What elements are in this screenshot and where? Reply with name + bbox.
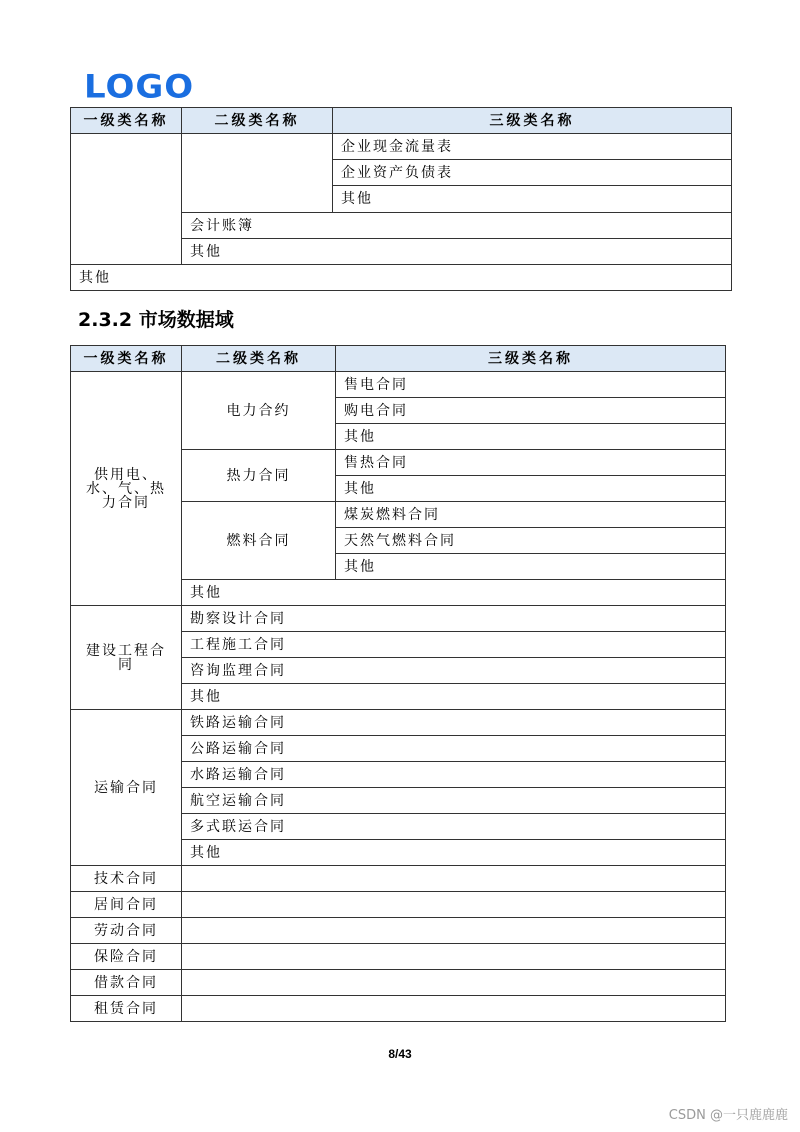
empty-cell xyxy=(182,996,726,1022)
level2-cell: 工程施工合同 xyxy=(182,632,726,658)
empty-cell xyxy=(182,970,726,996)
section-heading: 2.3.2 市场数据域 xyxy=(78,309,234,331)
table-row xyxy=(71,606,726,632)
level2-cell: 航空运输合同 xyxy=(182,788,726,814)
level3-cell: 购电合同 xyxy=(336,398,726,424)
empty-cell xyxy=(182,944,726,970)
level1-cell: 建设工程合同 xyxy=(71,606,182,710)
level1-cell xyxy=(71,134,182,265)
level3-cell: 其他 xyxy=(336,476,726,502)
header-level3: 三级类名称 xyxy=(336,346,726,372)
empty-cell xyxy=(182,892,726,918)
level3-cell: 企业现金流量表 xyxy=(333,134,732,160)
level2-cell: 其他 xyxy=(182,580,726,606)
empty-cell xyxy=(182,918,726,944)
level2-cell: 热力合同 xyxy=(182,450,336,502)
level2-cell xyxy=(182,134,333,213)
level1-cell: 供用电、水、气、热力合同 xyxy=(71,372,182,606)
level2-cell: 铁路运输合同 xyxy=(182,710,726,736)
logo: LOGO xyxy=(84,68,195,106)
table-row xyxy=(71,918,726,944)
table-row xyxy=(71,944,726,970)
header-level2: 二级类名称 xyxy=(182,346,336,372)
level2-cell: 水路运输合同 xyxy=(182,762,726,788)
level3-cell: 企业资产负债表 xyxy=(333,160,732,186)
level1-cell: 保险合同 xyxy=(71,944,182,970)
level2-cell: 其他 xyxy=(182,239,732,265)
category-table-1 xyxy=(70,107,732,291)
level2-cell: 咨询监理合同 xyxy=(182,658,726,684)
header-level1: 一级类名称 xyxy=(71,108,182,134)
level3-cell: 煤炭燃料合同 xyxy=(336,502,726,528)
table-row xyxy=(71,134,732,160)
table-row xyxy=(71,265,732,291)
empty-cell xyxy=(182,866,726,892)
level1-cell: 运输合同 xyxy=(71,710,182,866)
level3-cell: 售电合同 xyxy=(336,372,726,398)
watermark: CSDN @一只鹿鹿鹿 xyxy=(668,1108,788,1123)
level1-cell: 劳动合同 xyxy=(71,918,182,944)
level1-cell: 其他 xyxy=(71,265,732,291)
header-level1: 一级类名称 xyxy=(71,346,182,372)
level3-cell: 其他 xyxy=(336,554,726,580)
level2-cell: 会计账簿 xyxy=(182,213,732,239)
level1-cell: 借款合同 xyxy=(71,970,182,996)
table-header-row xyxy=(71,108,732,134)
level1-cell: 技术合同 xyxy=(71,866,182,892)
header-level3: 三级类名称 xyxy=(333,108,732,134)
level2-cell: 燃料合同 xyxy=(182,502,336,580)
level3-cell: 其他 xyxy=(336,424,726,450)
level2-cell: 电力合约 xyxy=(182,372,336,450)
page-number: 8/43 xyxy=(388,1047,412,1061)
level2-cell: 其他 xyxy=(182,840,726,866)
table-row xyxy=(71,996,726,1022)
table-header-row xyxy=(71,346,726,372)
category-table-2 xyxy=(70,345,726,1022)
level2-cell: 公路运输合同 xyxy=(182,736,726,762)
table-row xyxy=(71,892,726,918)
level3-cell: 售热合同 xyxy=(336,450,726,476)
level3-cell: 天然气燃料合同 xyxy=(336,528,726,554)
level2-cell: 多式联运合同 xyxy=(182,814,726,840)
table-row xyxy=(71,372,726,398)
table-row xyxy=(71,970,726,996)
table-row xyxy=(71,866,726,892)
level2-cell: 勘察设计合同 xyxy=(182,606,726,632)
level3-cell: 其他 xyxy=(333,186,732,213)
table-row xyxy=(71,710,726,736)
level1-cell: 居间合同 xyxy=(71,892,182,918)
level2-cell: 其他 xyxy=(182,684,726,710)
level1-cell: 租赁合同 xyxy=(71,996,182,1022)
header-level2: 二级类名称 xyxy=(182,108,333,134)
